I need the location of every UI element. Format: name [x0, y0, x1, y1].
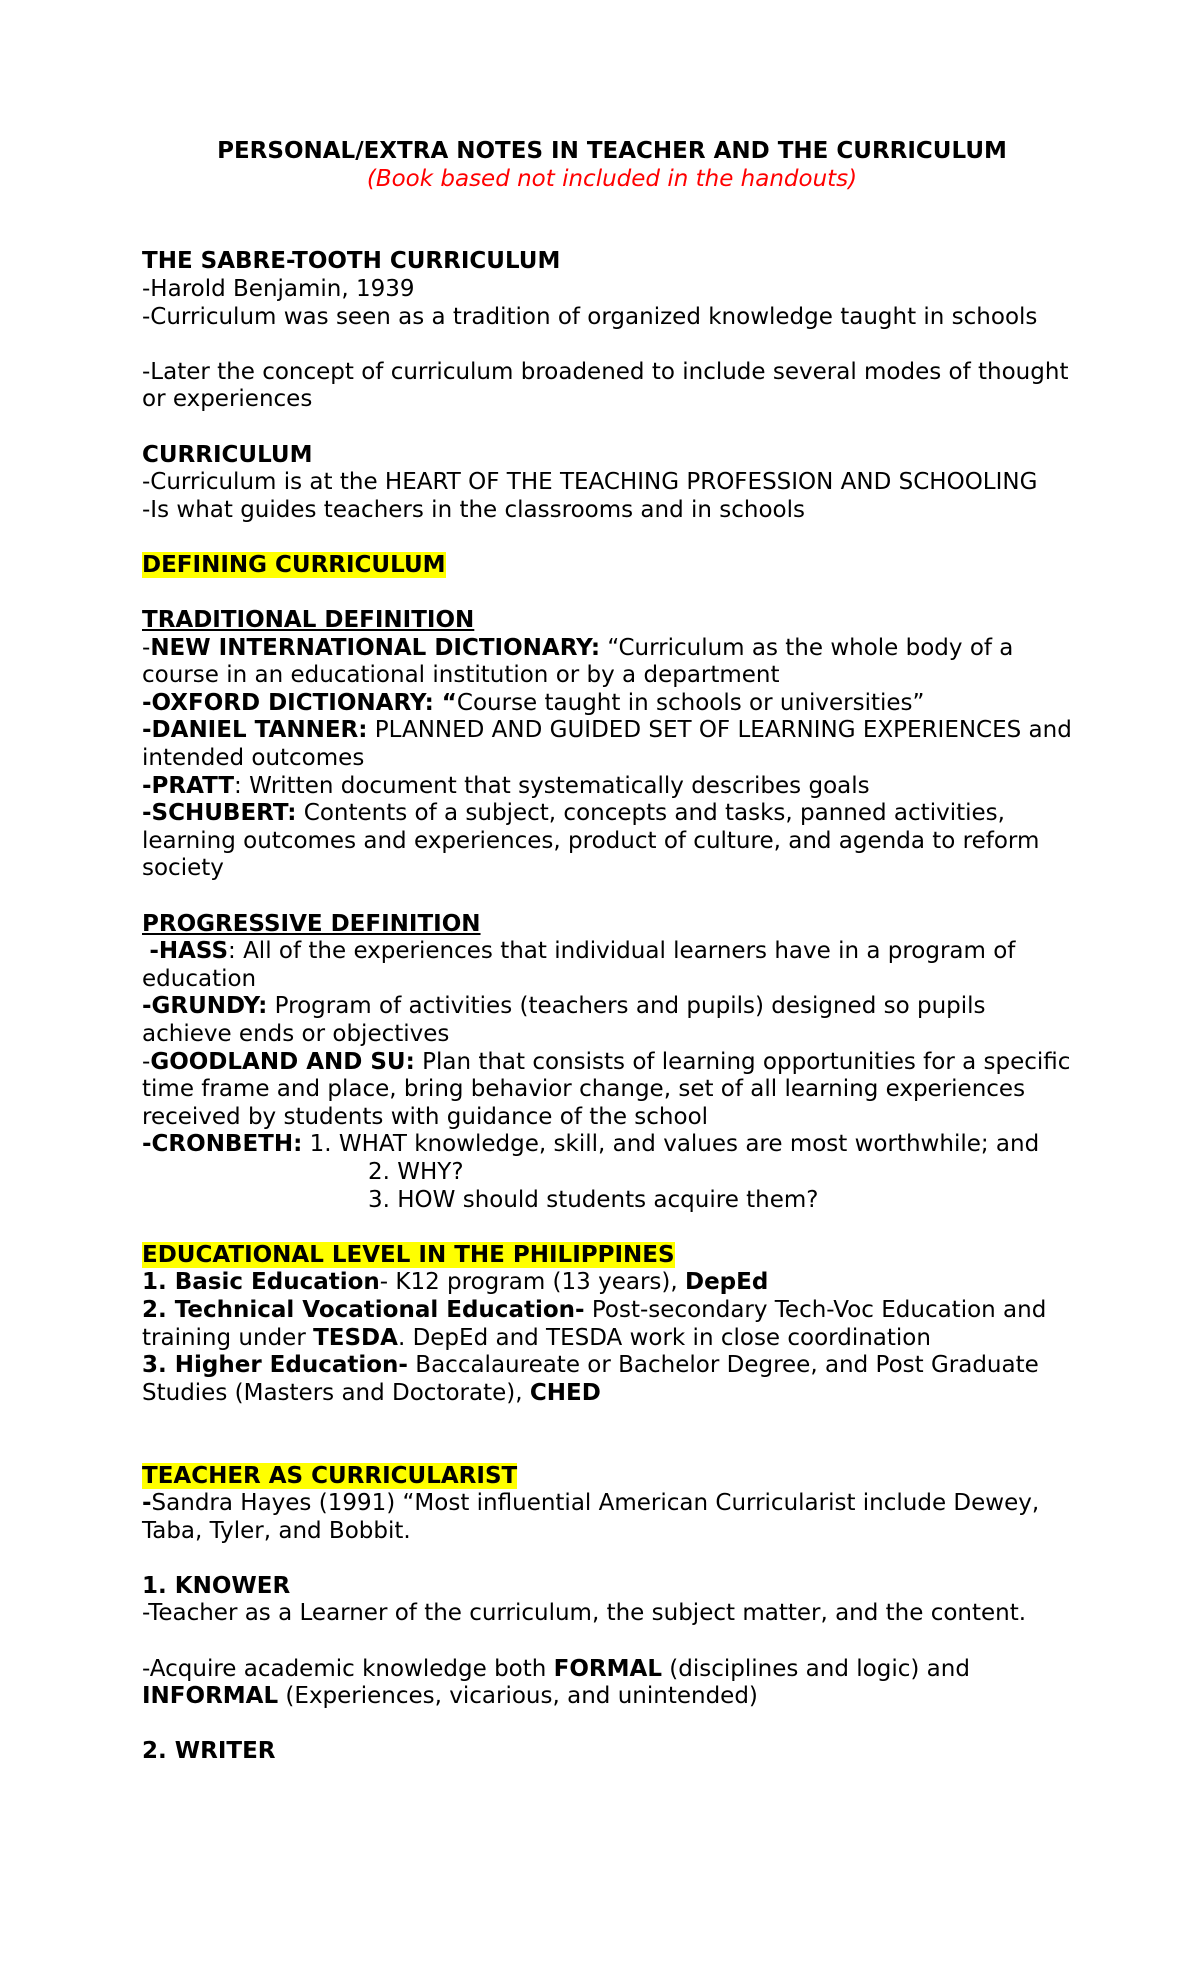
spacer — [142, 193, 1082, 248]
section-heading-teacher: TEACHER AS CURRICULARIST — [142, 1462, 518, 1489]
spacer — [142, 331, 1082, 359]
section-heading-sabre: THE SABRE-TOOTH CURRICULUM — [142, 248, 561, 275]
definition-item: -NEW INTERNATIONAL DICTIONARY: “Curriculum as the whole body of a course in an educational institution or by a department — [142, 634, 1014, 689]
curriculum-line-1: -Curriculum is at the HEART OF THE TEACHING PROFESSION AND SCHOOLING — [142, 469, 1038, 496]
definition-item: -HASS: All of the experiences that individual learners have in a program of education — [142, 938, 1016, 992]
definition-item: -CRONBETH: 1. WHAT knowledge, skill, and values are most worthwhile; and — [142, 1131, 1040, 1158]
sabre-line-3: -Later the concept of curriculum broadened to include several modes of thought or experiences — [142, 358, 1069, 413]
spacer — [142, 414, 1082, 442]
spacer — [142, 1407, 1082, 1462]
cronbeth-sub-item: 2. WHY? — [368, 1158, 464, 1185]
curriculum-line-2: -Is what guides teachers in the classrooms and in schools — [142, 496, 805, 523]
section-heading-defining: DEFINING CURRICULUM — [142, 551, 446, 578]
spacer — [142, 524, 1082, 552]
document-subtitle: (Book based not included in the handouts) — [366, 165, 858, 192]
edlevel-item-1: 1. Basic Education- K12 program (13 years), DepEd — [142, 1269, 769, 1296]
spacer — [142, 580, 1082, 608]
definition-item: -PRATT: Written document that systematically describes goals — [142, 772, 870, 799]
spacer — [142, 1545, 1082, 1573]
definition-item: -GOODLAND AND SU: Plan that consists of learning opportunities for a specific time frame and place, bring behavior change, set of all learning experiences received by students with guidance of the school — [142, 1048, 1071, 1130]
subheading-writer: 2. WRITER — [142, 1738, 276, 1765]
sabre-line-2: -Curriculum was seen as a tradition of organized knowledge taught in schools — [142, 303, 1038, 330]
section-heading-traditional: TRADITIONAL DEFINITION — [142, 607, 475, 634]
section-heading-curriculum: CURRICULUM — [142, 441, 313, 468]
definition-item: -GRUNDY: Program of activities (teachers and pupils) designed so pupils achieve ends or objectives — [142, 993, 986, 1047]
sabre-line-1: -Harold Benjamin, 1939 — [142, 275, 415, 302]
spacer — [142, 883, 1082, 911]
cronbeth-sub-item: 3. HOW should students acquire them? — [368, 1186, 819, 1213]
document-page — [142, 138, 1082, 1766]
section-heading-progressive: PROGRESSIVE DEFINITION — [142, 910, 481, 937]
edlevel-item-2: 2. Technical Vocational Education- Post-secondary Tech-Voc Education and training under TESDA. DepEd and TESDA work in close coordination — [142, 1296, 1047, 1351]
section-heading-edlevel: EDUCATIONAL LEVEL IN THE PHILIPPINES — [142, 1241, 675, 1268]
teacher-intro: -Sandra Hayes (1991) “Most influential American Curricularist include Dewey, Taba, Tyler, and Bobbit. — [142, 1490, 1040, 1544]
edlevel-item-3: 3. Higher Education- Baccalaureate or Bachelor Degree, and Post Graduate Studies (Masters and Doctorate), CHED — [142, 1352, 1039, 1406]
subheading-knower: 1. KNOWER — [142, 1572, 291, 1599]
definition-item: -DANIEL TANNER: PLANNED AND GUIDED SET OF LEARNING EXPERIENCES and intended outcomes — [142, 717, 1072, 772]
knower-line-2: -Acquire academic knowledge both FORMAL (disciplines and logic) and INFORMAL (Experiences, vicarious, and unintended) — [142, 1655, 970, 1710]
spacer — [142, 1214, 1082, 1242]
spacer — [142, 1711, 1082, 1739]
definition-item: -SCHUBERT: Contents of a subject, concepts and tasks, panned activities, learning outcomes and experiences, product of culture, and agenda to reform society — [142, 800, 1040, 882]
knower-line-1: -Teacher as a Learner of the curriculum, the subject matter, and the content. — [142, 1600, 1027, 1627]
definition-item: -OXFORD DICTIONARY: “Course taught in schools or universities” — [142, 689, 925, 716]
spacer — [142, 1628, 1082, 1656]
document-title: PERSONAL/EXTRA NOTES IN TEACHER AND THE CURRICULUM — [217, 138, 1007, 164]
